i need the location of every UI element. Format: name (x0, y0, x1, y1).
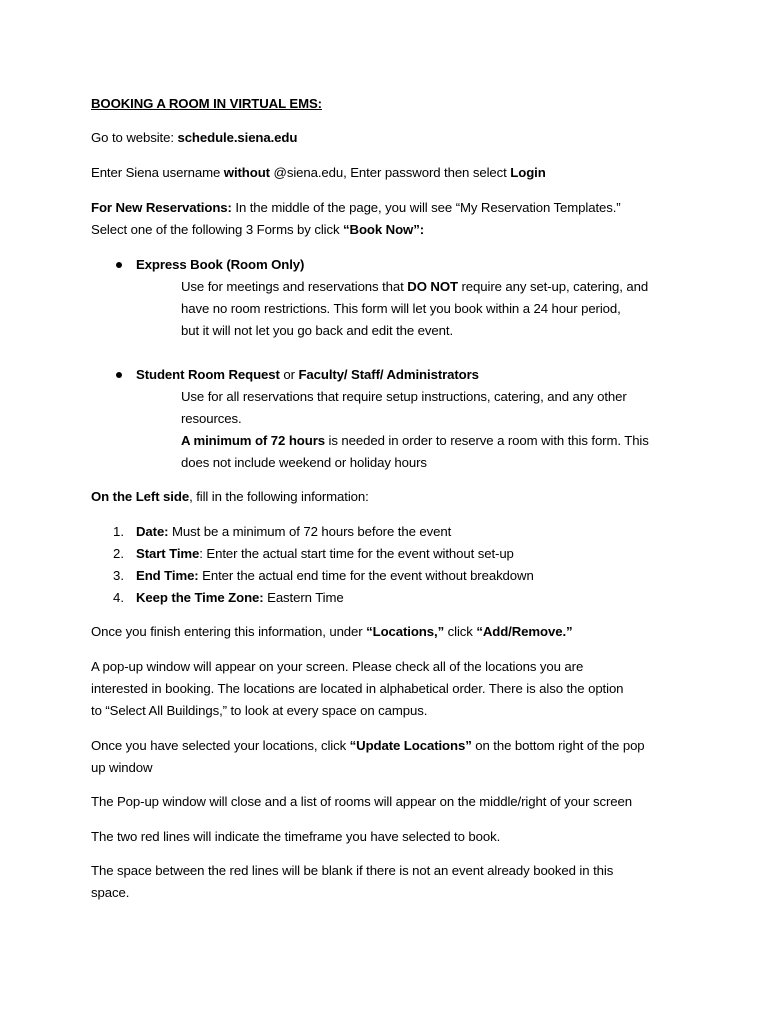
website-url: schedule.siena.edu (177, 130, 298, 145)
website-prefix: Go to website: (91, 130, 178, 145)
student-request-line-1: Use for all reservations that require setup instructions, catering, and any other (181, 389, 627, 404)
popup-line-1: A pop-up window will appear on your screen. Please check all of the locations you are (91, 659, 584, 674)
list-item (136, 589, 344, 607)
student-request-heading (136, 366, 479, 384)
step-label: Date: (136, 524, 169, 539)
update-line-2: up window (91, 760, 153, 775)
update-text-2: on the bottom right of the pop (471, 738, 645, 753)
locations-line (91, 623, 573, 641)
step-label: Keep the Time Zone: (136, 590, 264, 605)
page-title: BOOKING A ROOM IN VIRTUAL EMS: (91, 96, 322, 111)
login-text-2: @siena.edu, Enter password then select (269, 165, 511, 180)
popup-line-2: interested in booking. The locations are located in alphabetical order. There is also the option (91, 681, 624, 696)
student-request-line-4: does not include weekend or holiday hours (181, 455, 427, 470)
new-reservations-line-1 (91, 199, 621, 217)
step-label: End Time: (136, 568, 199, 583)
login-text-1: Enter Siena username (91, 165, 224, 180)
step-number: 4. (113, 590, 124, 605)
step-text: Must be a minimum of 72 hours before the event (168, 524, 452, 539)
locations-text-1: Once you finish entering this information, under (91, 624, 367, 639)
add-remove-label: “Add/Remove.” (476, 624, 573, 639)
update-line-1 (91, 737, 645, 755)
new-reservations-text: In the middle of the page, you will see “My Reservation Templates.” (231, 200, 621, 215)
website-line (91, 129, 297, 147)
express-book-line-3: but it will not let you go back and edit the event. (181, 323, 454, 338)
update-text-1: Once you have selected your locations, click (91, 738, 350, 753)
book-now-label: “Book Now”: (343, 222, 424, 237)
express-text-b: require any set-up, catering, and (457, 279, 649, 294)
faculty-title: Faculty/ Staff/ Administrators (298, 367, 479, 382)
update-locations-label: “Update Locations” (349, 738, 472, 753)
minimum-72-hours: A minimum of 72 hours (181, 433, 325, 448)
step-text: Eastern Time (263, 590, 344, 605)
express-book-heading (136, 256, 304, 274)
express-do-not: DO NOT (407, 279, 458, 294)
close-popup-line: The Pop-up window will close and a list of rooms will appear on the middle/right of your screen (91, 794, 632, 809)
express-book-line-1 (181, 278, 648, 296)
student-request-text-3: is needed in order to reserve a room with this form. This (324, 433, 649, 448)
student-request-or: or (279, 367, 299, 382)
student-request-line-3 (181, 432, 649, 450)
step-number: 3. (113, 568, 124, 583)
new-reservations-text-2: Select one of the following 3 Forms by click (91, 222, 344, 237)
student-request-title: Student Room Request (136, 367, 280, 382)
step-text: Enter the actual end time for the event without breakdown (198, 568, 534, 583)
blank-space-line-1: The space between the red lines will be blank if there is not an event already booked in this (91, 863, 614, 878)
express-book-line-2: have no room restrictions. This form will let you book within a 24 hour period, (181, 301, 621, 316)
express-book-title: Express Book (Room Only) (136, 257, 305, 272)
left-side-line (91, 488, 369, 506)
new-reservations-line-2 (91, 221, 424, 239)
blank-space-line-2: space. (91, 885, 130, 900)
left-side-label: On the Left side (91, 489, 190, 504)
bullet-icon (116, 262, 122, 268)
red-lines-line: The two red lines will indicate the timeframe you have selected to book. (91, 829, 501, 844)
locations-label: “Locations,” (366, 624, 445, 639)
express-text-a: Use for meetings and reservations that (181, 279, 408, 294)
login-bold-login: Login (510, 165, 546, 180)
bullet-icon (116, 372, 122, 378)
step-number: 1. (113, 524, 124, 539)
list-item (136, 567, 534, 585)
list-item (136, 545, 514, 563)
step-label: Start Time (136, 546, 200, 561)
new-reservations-label: For New Reservations: (91, 200, 232, 215)
step-number: 2. (113, 546, 124, 561)
list-item (136, 523, 451, 541)
step-text: : Enter the actual start time for the event without set-up (199, 546, 514, 561)
locations-text-2: click (444, 624, 477, 639)
left-side-text: , fill in the following information: (189, 489, 369, 504)
popup-line-3: to “Select All Buildings,” to look at every space on campus. (91, 703, 428, 718)
student-request-line-2: resources. (181, 411, 242, 426)
login-bold-without: without (223, 165, 270, 180)
login-line (91, 164, 546, 182)
